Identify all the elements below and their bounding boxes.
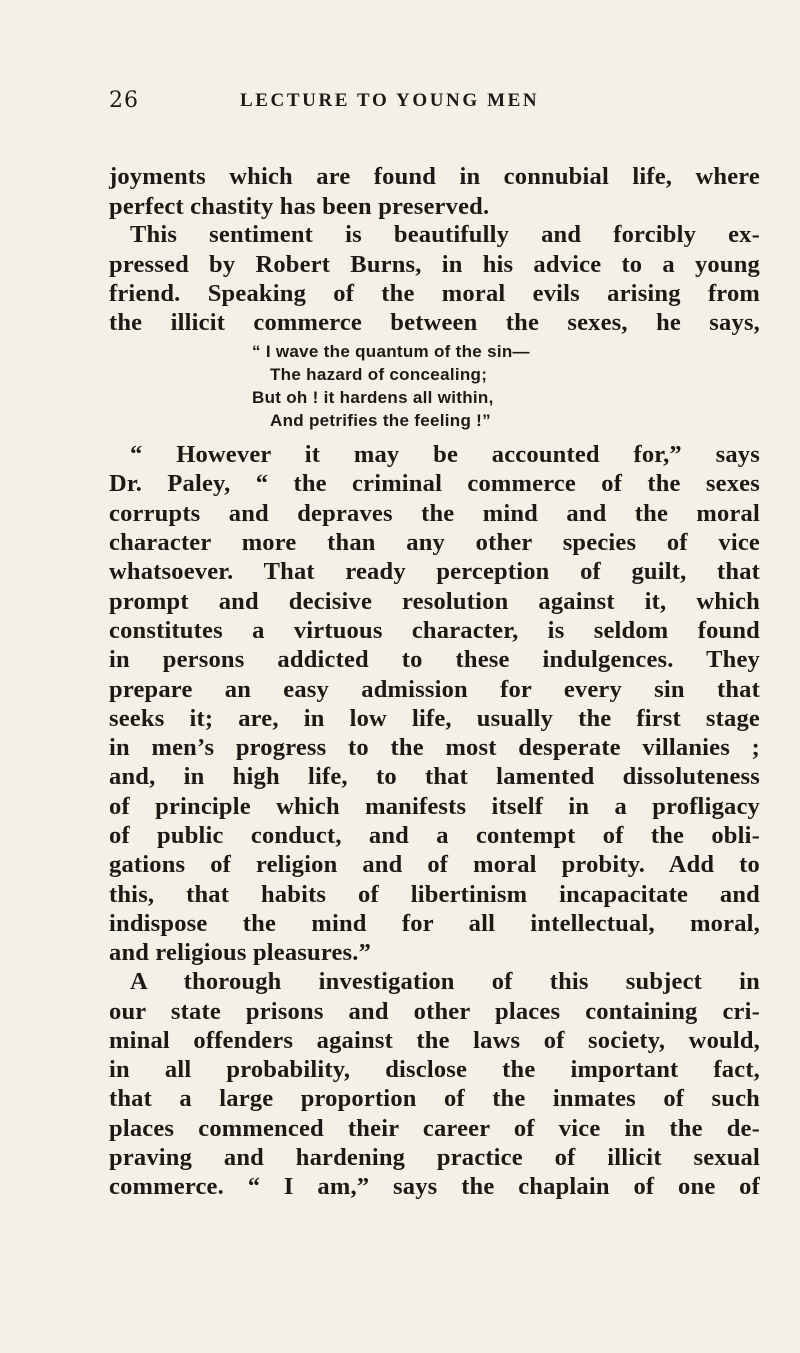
text-line: prompt and decisive resolution against it, which [109,588,760,615]
text-line: perfect chastity has been preserved. [109,193,490,220]
text-line: the illicit commerce between the sexes, he says, [109,309,760,336]
page-number: 26 [109,88,139,113]
page-header [0,88,800,128]
text-line: gations of religion and of moral probity. Add to [109,851,760,878]
text-line: “ However it may be accounted for,” says [130,441,760,468]
text-line: pressed by Robert Burns, in his advice to a young [109,251,760,278]
text-line: A thorough investigation of this subject in [130,968,760,995]
text-line: whatsoever. That ready perception of guilt, that [109,558,760,585]
text-line: that a large proportion of the inmates of such [109,1085,760,1112]
text-line: in men’s progress to the most desperate villanies ; [109,734,760,761]
text-line: praving and hardening practice of illicit sexual [109,1144,760,1171]
text-line: Dr. Paley, “ the criminal commerce of the sexes [109,470,760,497]
text-line: places commenced their career of vice in the de- [109,1115,760,1142]
text-line: This sentiment is beautifully and forcibly ex- [130,221,760,248]
text-line: of public conduct, and a contempt of the obli- [109,822,760,849]
text-line: in persons addicted to these indulgences. They [109,646,760,673]
text-line: indispose the mind for all intellectual, moral, [109,910,760,937]
text-line: and, in high life, to that lamented dissoluteness [109,763,760,790]
text-line: commerce. “ I am,” says the chaplain of one of [109,1173,760,1200]
verse-line: And petrifies the feeling !” [270,411,491,430]
verse-line: “ I wave the quantum of the sin— [252,342,530,361]
text-line: and religious pleasures.” [109,939,372,966]
text-line: character more than any other species of vice [109,529,760,556]
text-line: our state prisons and other places containing cri- [109,998,760,1025]
text-line: corrupts and depraves the mind and the moral [109,500,760,527]
text-line: friend. Speaking of the moral evils arising from [109,280,760,307]
text-line: joyments which are found in connubial life, where [109,163,760,190]
text-line: in all probability, disclose the important fact, [109,1056,760,1083]
text-line: minal offenders against the laws of society, would, [109,1027,760,1054]
text-line: of principle which manifests itself in a profligacy [109,793,760,820]
text-line: constitutes a virtuous character, is seldom found [109,617,760,644]
verse-line: The hazard of concealing; [270,365,488,384]
text-line: this, that habits of libertinism incapacitate and [109,881,760,908]
text-line: seeks it; are, in low life, usually the first stage [109,705,760,732]
verse-line: But oh ! it hardens all within, [252,388,494,407]
text-line: prepare an easy admission for every sin that [109,676,760,703]
running-head: LECTURE TO YOUNG MEN [240,90,540,111]
